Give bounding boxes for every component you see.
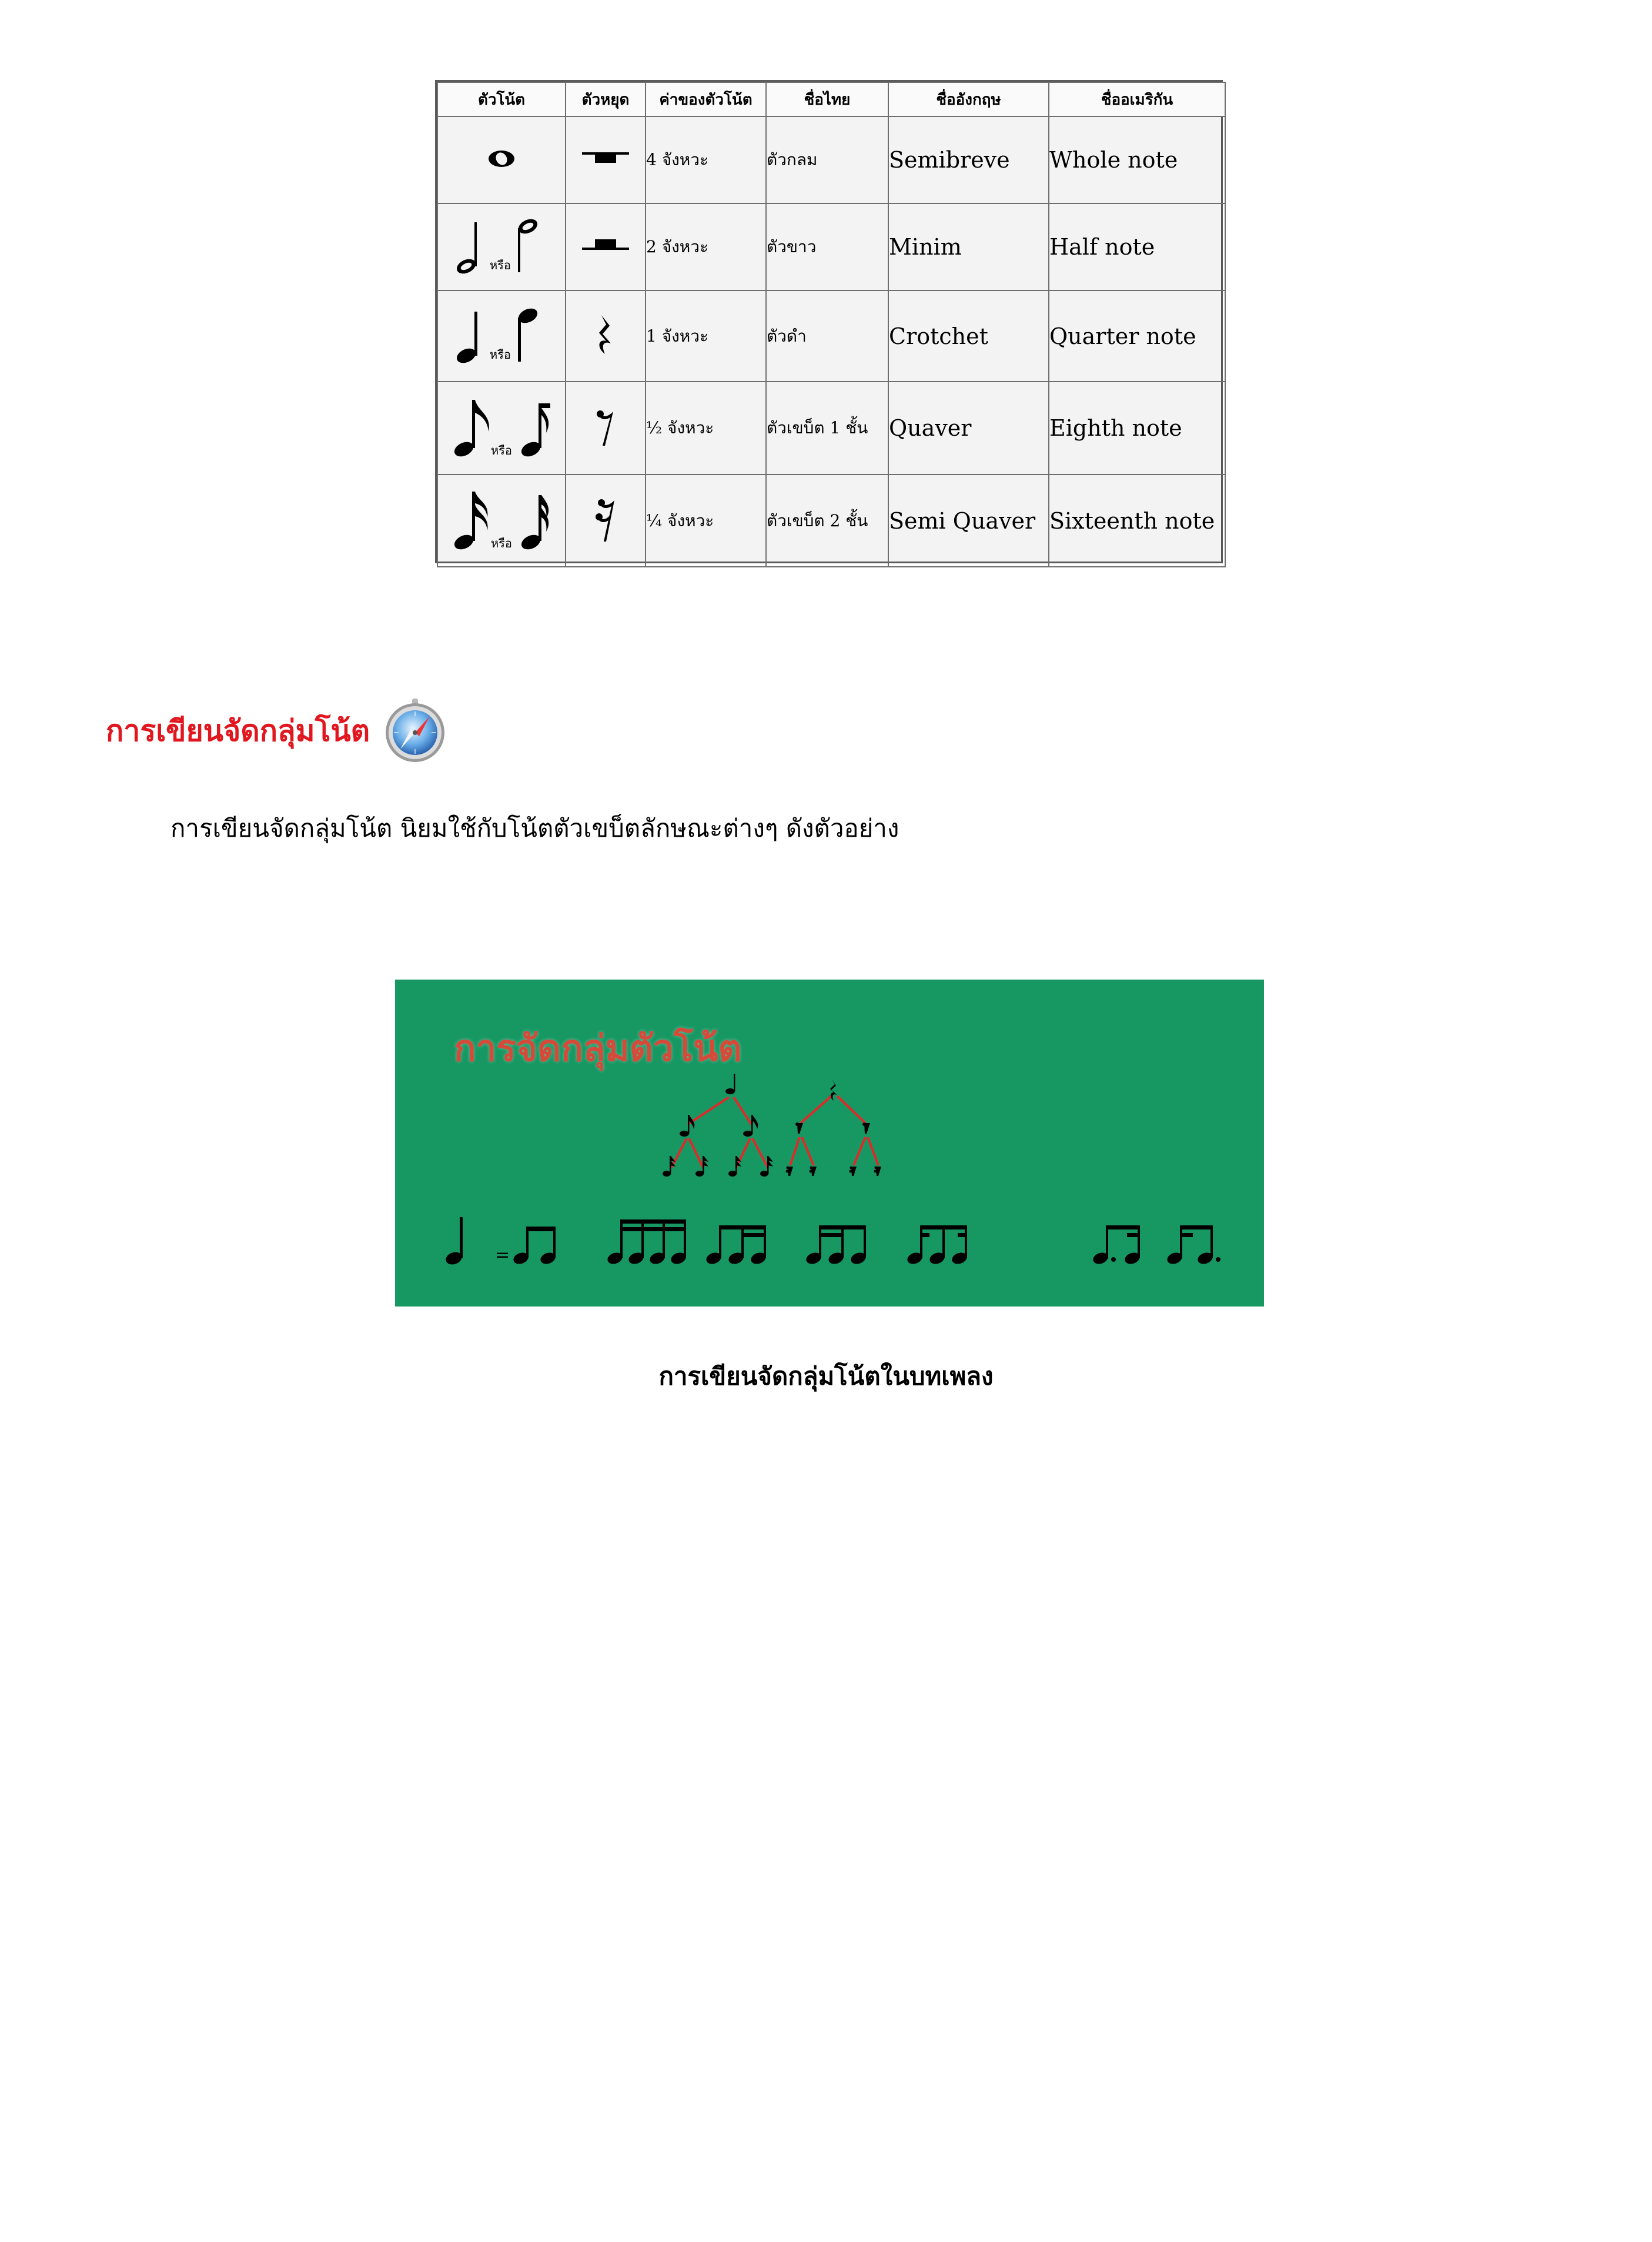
value-cell: ¼ จังหวะ [646, 475, 766, 567]
thai-name-cell: ตัวดำ [766, 290, 888, 382]
english-name-cell: Quaver [888, 382, 1049, 475]
sixteenth-dotted-eighth-group [1166, 1225, 1220, 1266]
rhythm-row [444, 1217, 1220, 1267]
sixteenth-rest-cell [566, 475, 646, 567]
or-label: หรือ [490, 258, 511, 272]
compass-icon[interactable] [384, 699, 446, 763]
sixteenth-rest-icon [591, 493, 620, 546]
table-row [437, 382, 1225, 475]
table-row [437, 116, 1225, 203]
header-note: ตัวโน้ต [437, 82, 566, 116]
quarter-note-cell [437, 290, 566, 382]
eighth-rest-cell [566, 382, 646, 475]
or-label: หรือ [491, 443, 512, 457]
whole-rest-icon [579, 144, 632, 173]
eighth-rest-icon [591, 403, 620, 450]
american-name-cell: Quarter note [1049, 290, 1225, 382]
thai-name-cell: ตัวขาว [766, 203, 888, 290]
header-rest: ตัวหยุด [566, 82, 646, 116]
sixteenth-note-cell [437, 475, 566, 567]
or-label: หรือ [491, 536, 512, 550]
thai-name-cell: ตัวเขบ็ต 1 ชั้น [766, 382, 888, 475]
american-name-cell: Half note [1049, 203, 1225, 290]
eighth-note-cell [437, 382, 566, 475]
two-sixteenths-eighth-group [805, 1225, 868, 1266]
eighth-two-sixteenths-group [705, 1225, 768, 1266]
half-rest-cell [566, 203, 646, 290]
value-cell: 4 จังหวะ [646, 116, 766, 203]
whole-note-cell [437, 116, 566, 203]
value-cell: 2 จังหวะ [646, 203, 766, 290]
note-grouping-figure [395, 980, 1264, 1307]
quarter-note-symbol [444, 1217, 463, 1267]
header-value: ค่าของตัวโน้ต [646, 82, 766, 116]
or-label: หรือ [490, 348, 511, 362]
table-row [437, 475, 1225, 567]
header-thai-name: ชื่อไทย [766, 82, 888, 116]
table-row [437, 290, 1225, 382]
half-rest-icon [579, 231, 632, 260]
intro-paragraph: การเขียนจัดกลุ่มโน้ต นิยมใช้กับโน้ตตัวเขบ็ตลักษณะต่างๆ ดังตัวอย่าง [170, 814, 899, 843]
english-name-cell: Semibreve [888, 116, 1049, 203]
table-header-row [437, 82, 1225, 116]
english-name-cell: Crotchet [888, 290, 1049, 382]
whole-rest-cell [566, 116, 646, 203]
four-sixteenths-group [606, 1219, 688, 1266]
value-cell: ½ จังหวะ [646, 382, 766, 475]
rest-tree-right [786, 1078, 882, 1176]
two-eighths-group [512, 1227, 557, 1266]
note-values-table [435, 80, 1223, 563]
american-name-cell: Eighth note [1049, 382, 1225, 475]
quarter-rest-icon [591, 312, 620, 359]
quarter-rest-cell [566, 290, 646, 382]
american-name-cell: Sixteenth note [1049, 475, 1225, 567]
english-name-cell: Semi Quaver [888, 475, 1049, 567]
dotted-eighth-sixteenth-group [1092, 1225, 1142, 1266]
thai-name-cell: ตัวเขบ็ต 2 ชั้น [766, 475, 888, 567]
whole-note-icon [478, 141, 525, 176]
note-grouping-diagram [395, 980, 1264, 1307]
sixteenth-eighth-sixteenth-group [906, 1225, 969, 1266]
header-english-name: ชื่ออังกฤษ [888, 82, 1049, 116]
american-name-cell: Whole note [1049, 116, 1225, 203]
table-row [437, 203, 1225, 290]
section-heading [106, 699, 446, 763]
english-name-cell: Minim [888, 203, 1049, 290]
heading-text: การเขียนจัดกลุ่มโน้ต [106, 713, 370, 748]
header-american-name: ชื่ออเมริกัน [1049, 82, 1225, 116]
figure-title: การจัดกลุ่มตัวโน้ต [454, 1027, 742, 1070]
note-tree-left [663, 1074, 773, 1177]
figure-caption: การเขียนจัดกลุ่มโน้ตในบทเพลง [658, 1362, 994, 1391]
value-cell: 1 จังหวะ [646, 290, 766, 382]
equals-sign: = [495, 1245, 510, 1265]
half-note-cell [437, 203, 566, 290]
thai-name-cell: ตัวกลม [766, 116, 888, 203]
